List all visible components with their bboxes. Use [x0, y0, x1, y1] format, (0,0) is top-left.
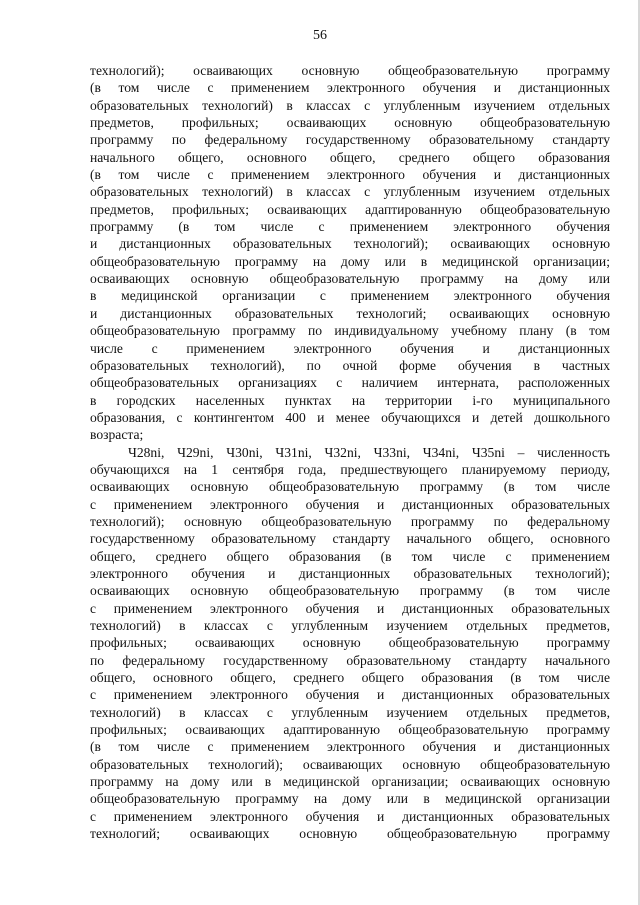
text-line: образовательных технологий), по очной форме обучения в частных [90, 357, 610, 373]
text-line: начального общего, основного общего, среднего общего образования [90, 149, 610, 165]
text-line: технологий); основную общеобразовательную программу по федеральному [90, 513, 610, 529]
text-line: образовательных технологий) в классах с углубленным изучением отдельных [90, 97, 610, 113]
text-line: в медицинской организации с применением электронного обучения [90, 288, 610, 304]
text-line: и дистанционных образовательных технологий; осваивающих основную [90, 305, 610, 321]
text-line: и дистанционных образовательных технологий); осваивающих основную [90, 236, 610, 252]
text-line: с применением электронного обучения и дистанционных образовательных [90, 496, 610, 512]
text-line: числе с применением электронного обучения и дистанционных [90, 340, 610, 356]
text-line: осваивающих основную общеобразовательную программу на дому или [90, 271, 610, 287]
text-line: (в том числе с применением электронного обучения и дистанционных [90, 739, 610, 755]
text-line: технологий); осваивающих основную общеобразовательную программу [90, 63, 610, 78]
text-line: предметов, профильных; осваивающих адаптированную общеобразовательную [90, 201, 610, 217]
text-line: в городских населенных пунктах на территории i-го муниципального [90, 392, 610, 408]
text-line: осваивающих основную общеобразовательную программу (в том числе [90, 479, 610, 495]
text-line: обучающихся на 1 сентября года, предшествующего планируемому периоду, [90, 461, 610, 477]
text-line: общеобразовательных организациях с наличием интерната, расположенных [90, 375, 610, 391]
text-line: (в том числе с применением электронного обучения и дистанционных [90, 80, 610, 96]
text-line: с применением электронного обучения и дистанционных образовательных [90, 808, 610, 824]
text-line: образовательных технологий); осваивающих основную общеобразовательную [90, 756, 610, 772]
text-line: с применением электронного обучения и дистанционных образовательных [90, 600, 610, 616]
text-line: профильных; осваивающих адаптированную общеобразовательную программу [90, 722, 610, 738]
page-number: 56 [313, 28, 327, 43]
text-line: с применением электронного обучения и дистанционных образовательных [90, 687, 610, 703]
text-line: профильных; осваивающих основную общеобразовательную программу [90, 635, 610, 651]
text-line: общеобразовательную программу по индивидуальному учебному плану (в том [90, 323, 610, 339]
text-line: (в том числе с применением электронного обучения и дистанционных [90, 167, 610, 183]
text-line: программу по федеральному государственному образовательному стандарту [90, 132, 610, 148]
text-line: образовательных технологий) в классах с углубленным изучением отдельных [90, 184, 610, 200]
text-line: электронного обучения и дистанционных образовательных технологий); [90, 565, 610, 581]
body-text [90, 62, 610, 842]
text-line: возраста; [90, 427, 144, 443]
text-line: программу на дому или в медицинской организации; осваивающих основную [90, 774, 610, 790]
text-line: программу (в том числе с применением электронного обучения [90, 219, 610, 235]
text-line: осваивающих основную общеобразовательную программу (в том числе [90, 583, 610, 599]
text-line: технологий; осваивающих основную общеобразовательную программу [90, 826, 610, 842]
text-line: общего, среднего общего образования (в том числе с применением [90, 548, 610, 564]
text-line: Ч28ni, Ч29ni, Ч30ni, Ч31ni, Ч32ni, Ч33ni, Ч34ni, Ч35ni – численность [128, 444, 610, 460]
text-line: технологий) в классах с углубленным изучением отдельных предметов, [90, 704, 610, 720]
text-line: по федеральному государственному образовательному стандарту начального [90, 652, 610, 668]
text-line: общеобразовательную программу на дому или в медицинской организации; [90, 253, 610, 269]
text-line: предметов, профильных; осваивающих основную общеобразовательную [90, 115, 610, 131]
text-line: общего, основного общего, среднего общего образования (в том числе [90, 670, 610, 686]
text-line: государственному образовательному стандарту начального общего, основного [90, 531, 610, 547]
text-line: общеобразовательную программу на дому или в медицинской организации [90, 791, 610, 807]
text-line: образования, с контингентом 400 и менее обучающихся и детей дошкольного [90, 409, 610, 425]
text-line: технологий) в классах с углубленным изучением отдельных предметов, [90, 618, 610, 633]
